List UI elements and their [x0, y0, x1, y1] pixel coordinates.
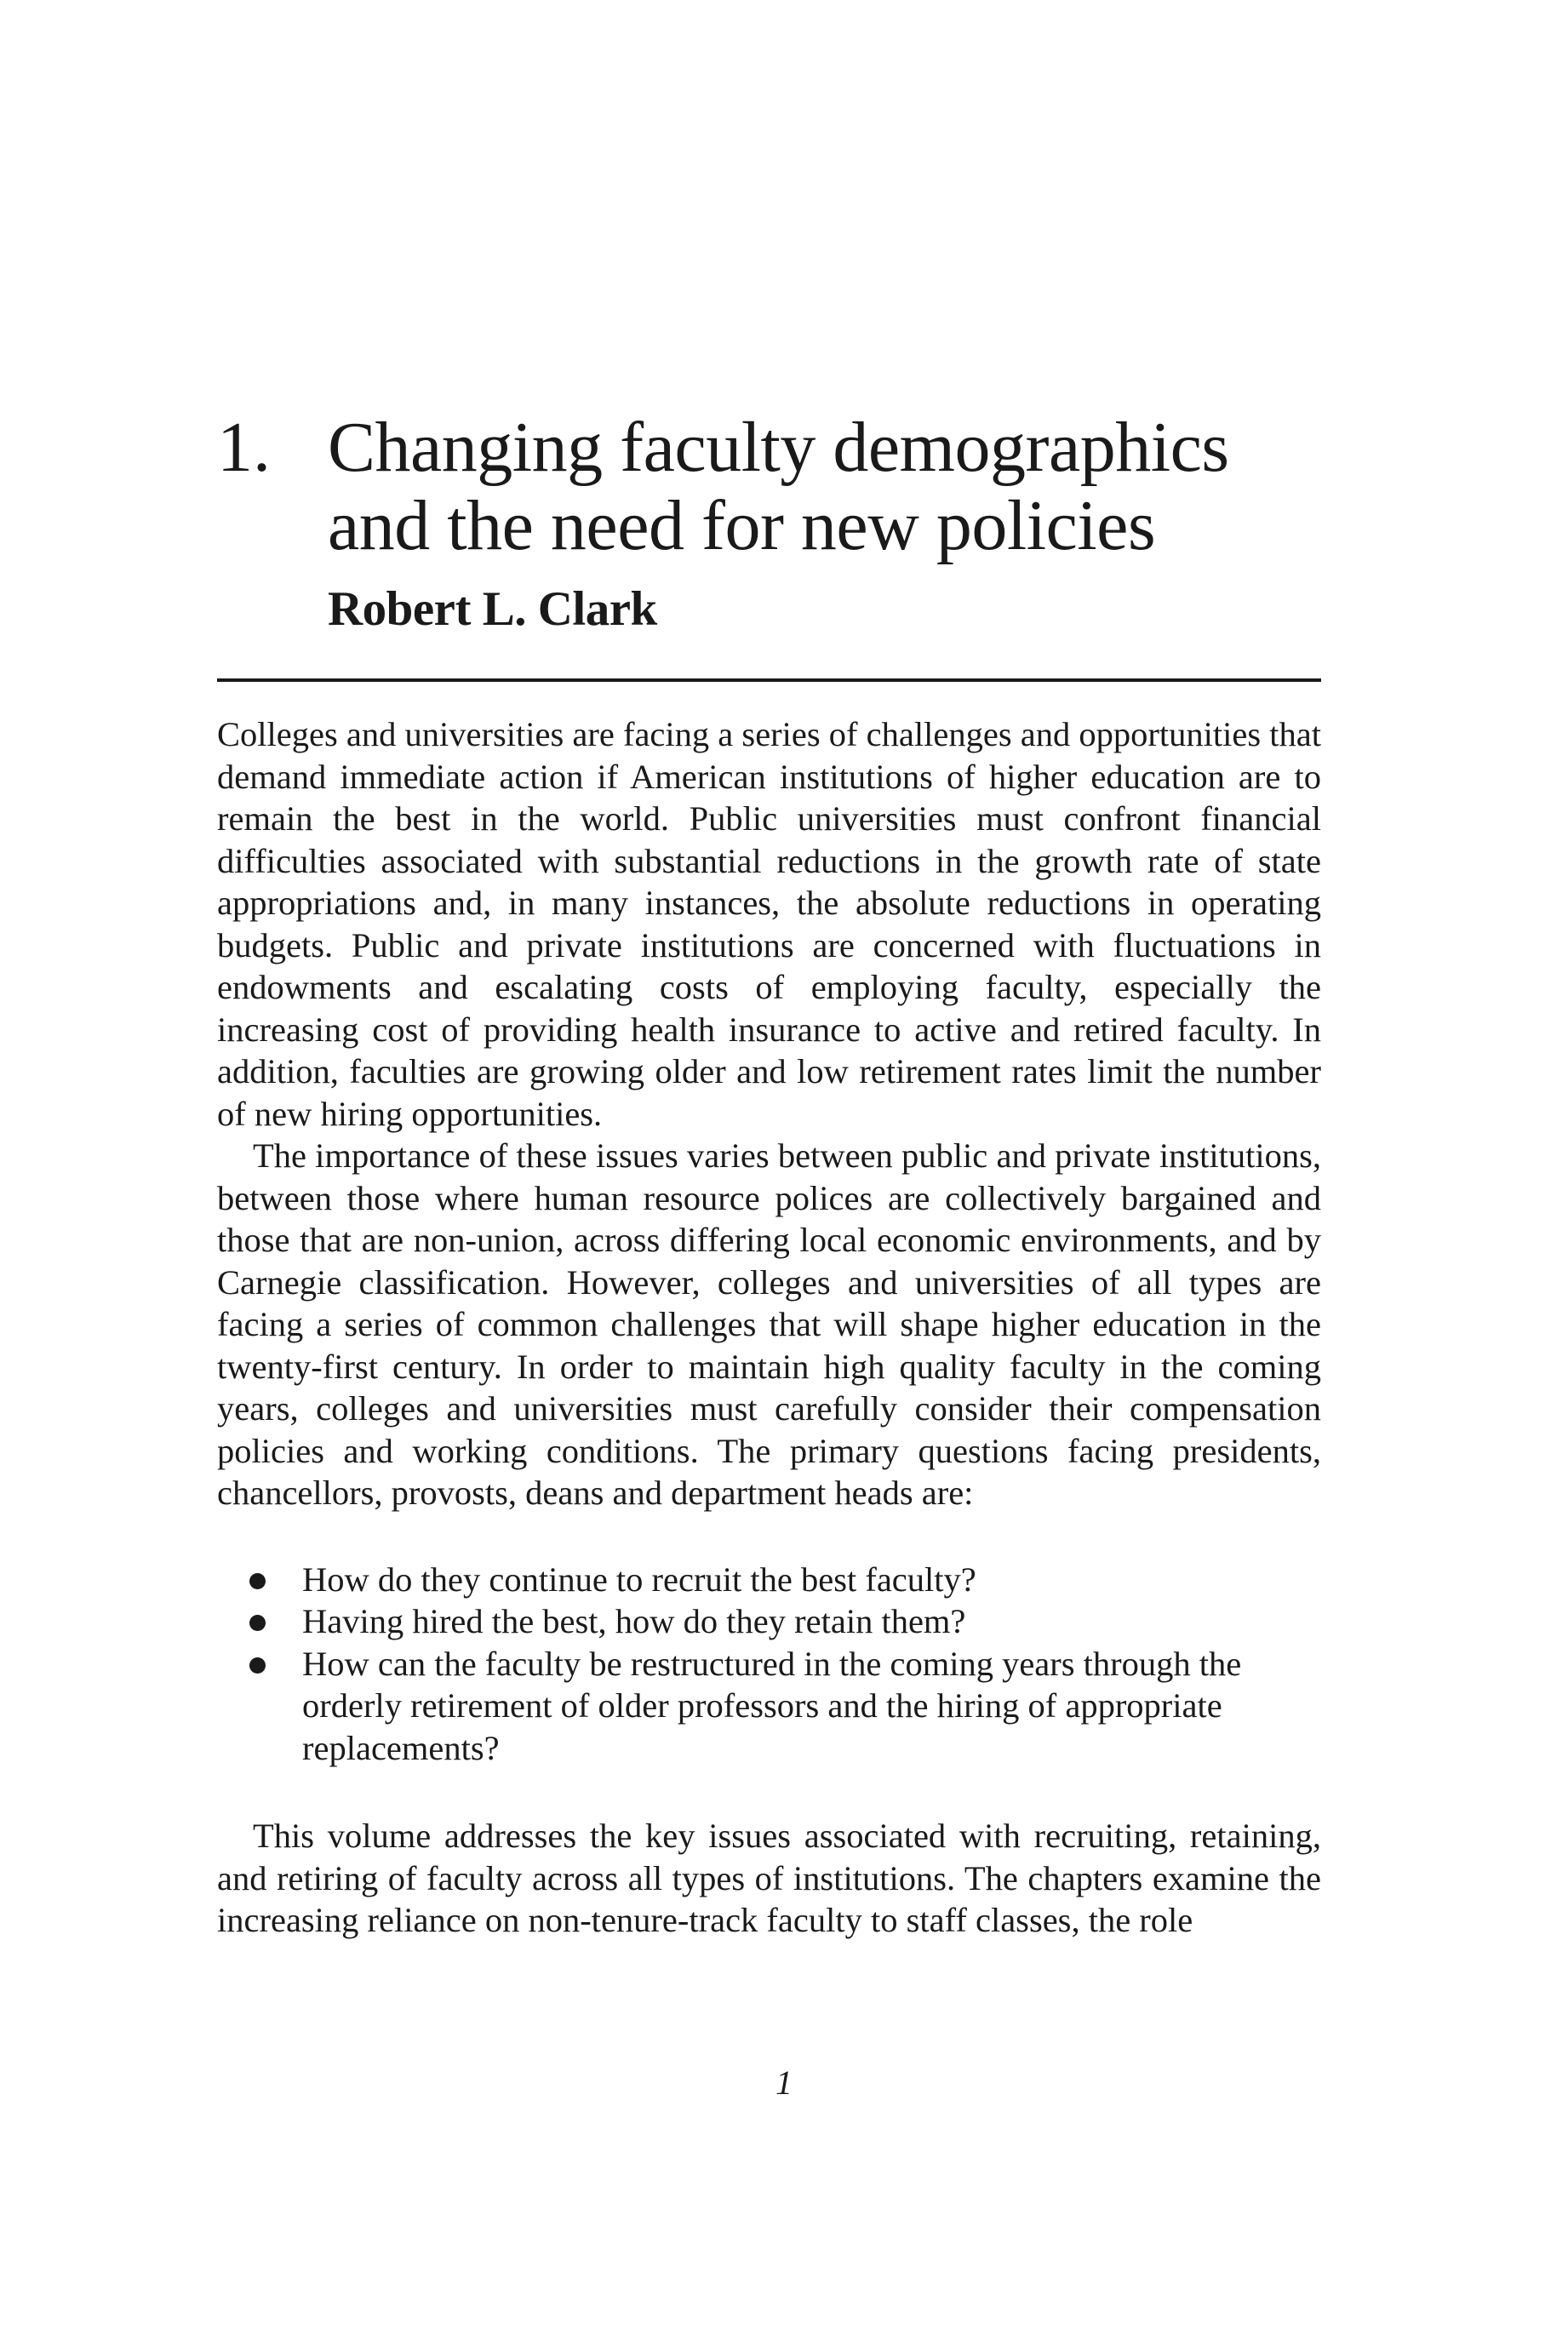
- paragraph: Colleges and universities are facing a series of challenges and opportunities that demand immediate action if American institutions of higher education are to remain the best in the world. Public universities must confront financial difficulties associated with substantial reductions in the growth rate of state appropriations and, in many instances, the absolute reductions in operating budgets. Public and private institutions are concerned with fluctuations in endowments and escalating costs of employing faculty, especially the increasing cost of providing health insurance to active and retired faculty. In addition, faculties are growing older and low retirement rates limit the number of new hiring opportunities.: [217, 715, 1321, 1133]
- list-item-text: How do they continue to recruit the best faculty?: [302, 1559, 976, 1599]
- bullet-icon: [249, 1615, 266, 1631]
- heading-rule: [217, 678, 1321, 682]
- list-item-text: How can the faculty be restructured in the coming years through the orderly retirement of older professors and the hiring of appropriate replacements?: [302, 1644, 1242, 1767]
- bullet-icon: [249, 1657, 266, 1674]
- list-item: [302, 1643, 1321, 1770]
- list-item: [302, 1600, 1321, 1643]
- body-text: [217, 713, 1321, 1942]
- paragraph: The importance of these issues varies between public and private institutions, between those where human resource polices are collectively bargained and those that are non-union, across differing local economic environments, and by Carnegie classification. However, colleges and universities of all types are facing a series of common challenges that will shape higher education in the twenty-first century. In order to maintain high quality faculty in the coming years, colleges and universities must carefully consider their compensation policies and working conditions. The primary questions facing presidents, chancellors, provosts, deans and department heads are:: [217, 1136, 1321, 1512]
- chapter-title: Changing faculty demographics and the need for new policies: [328, 408, 1229, 565]
- list-item: [302, 1559, 1321, 1601]
- list-item-text: Having hired the best, how do they retain them?: [302, 1602, 966, 1640]
- page-number: 1: [775, 2063, 793, 2102]
- paragraph: This volume addresses the key issues associated with recruiting, retaining, and retiring of faculty across all types of institutions. The chapters examine the increasing reliance on non-tenure-track faculty to staff classes, the role: [217, 1817, 1321, 1939]
- bullet-icon: [249, 1573, 266, 1589]
- bullet-list: [217, 1559, 1321, 1770]
- chapter-author: Robert L. Clark: [328, 582, 657, 636]
- chapter-number: 1.: [217, 408, 271, 487]
